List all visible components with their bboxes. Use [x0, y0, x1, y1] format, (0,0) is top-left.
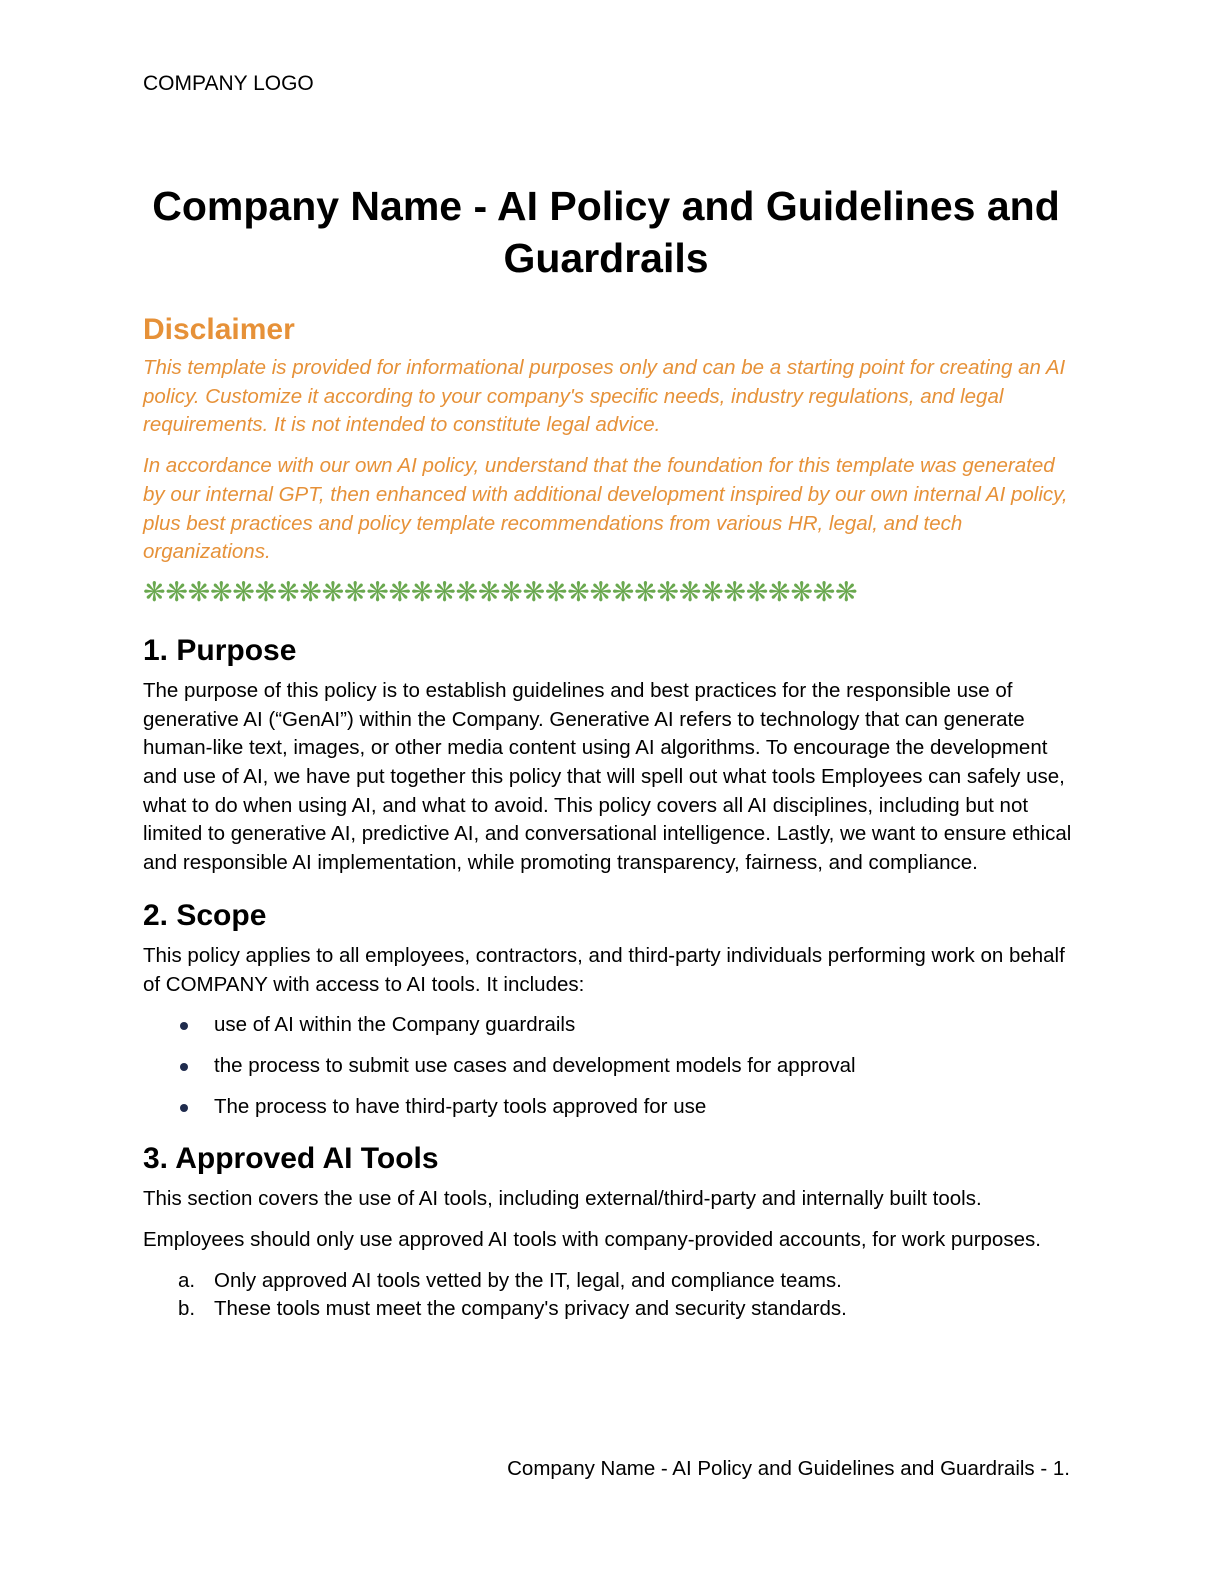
list-item-letter: b. — [178, 1297, 196, 1321]
purpose-section — [143, 633, 1078, 878]
disclaimer-paragraph: This template is provided for informational purposes only and can be a starting point for creating an AI policy. Customize it according to your company's specific needs, industry regulations, and legal requirements. It is not intended to constitute legal advice. — [143, 356, 1066, 437]
list-item — [143, 1052, 1078, 1081]
list-item — [143, 1295, 1078, 1324]
purpose-paragraph: The purpose of this policy is to establish guidelines and best practices for the responsible use of generative AI (“GenAI”) within the Company. Generative AI refers to technology that can generate human-like text, images, or other media content using AI algorithms. To encourage the development and use of AI, we have put together this policy that will spell out what tools Employees can safely use, what to do when using AI, and what to avoid. This policy covers all AI disciplines, including but not limited to generative AI, predictive AI, and conversational intelligence. Lastly, we want to ensure ethical and responsible AI implementation, while promoting transparency, fairness, and compliance. — [143, 678, 1072, 875]
bullet-icon — [180, 1104, 188, 1112]
list-item-text: the process to submit use cases and development models for approval — [214, 1053, 856, 1077]
section-heading-approved-tools: 3. Approved AI Tools — [143, 1142, 439, 1176]
company-logo-placeholder: COMPANY LOGO — [143, 72, 314, 95]
disclaimer-paragraph: In accordance with our own AI policy, understand that the foundation for this template was generated by our internal GPT, then enhanced with additional development inspired by our own internal AI policy, plus best practices and policy template recommendations from various HR, legal, and tech organizations. — [143, 454, 1068, 564]
disclaimer-section — [143, 312, 1078, 613]
list-item — [143, 1267, 1078, 1296]
approved-tools-paragraph: This section covers the use of AI tools, including external/third-party and internally built tools. — [143, 1187, 982, 1211]
page-footer: Company Name - AI Policy and Guidelines and Guardrails - 1. — [507, 1457, 1070, 1480]
section-heading-scope: 2. Scope — [143, 898, 267, 932]
list-item-text: The process to have third-party tools approved for use — [214, 1094, 707, 1118]
scope-section — [143, 898, 1078, 1122]
document-title: Company Name - AI Policy and Guidelines and Guardrails — [152, 183, 1060, 281]
list-item-text: use of AI within the Company guardrails — [214, 1013, 576, 1037]
decorative-star-divider: ❋❋❋❋❋❋❋❋❋❋❋❋❋❋❋❋❋❋❋❋❋❋❋❋❋❋❋❋❋❋❋❋ — [143, 576, 858, 608]
disclaimer-heading: Disclaimer — [143, 313, 295, 346]
approved-tools-section — [143, 1141, 1078, 1324]
bullet-icon — [180, 1063, 188, 1071]
list-item — [143, 1093, 1078, 1122]
bullet-icon — [180, 1022, 188, 1030]
approved-tools-paragraph: Employees should only use approved AI tools with company-provided accounts, for work purposes. — [143, 1228, 1041, 1252]
list-item-text: Only approved AI tools vetted by the IT, legal, and compliance teams. — [214, 1268, 842, 1292]
document-body — [143, 312, 1078, 1324]
list-item-letter: a. — [178, 1268, 196, 1292]
list-item-text: These tools must meet the company's privacy and security standards. — [214, 1297, 847, 1321]
scope-bullet-list — [143, 1011, 1078, 1121]
section-heading-purpose: 1. Purpose — [143, 633, 297, 667]
approved-tools-lettered-list — [143, 1267, 1078, 1324]
list-item — [143, 1011, 1078, 1040]
scope-paragraph: This policy applies to all employees, contractors, and third-party individuals performing work on behalf of COMPANY with access to AI tools. It includes: — [143, 943, 1065, 996]
